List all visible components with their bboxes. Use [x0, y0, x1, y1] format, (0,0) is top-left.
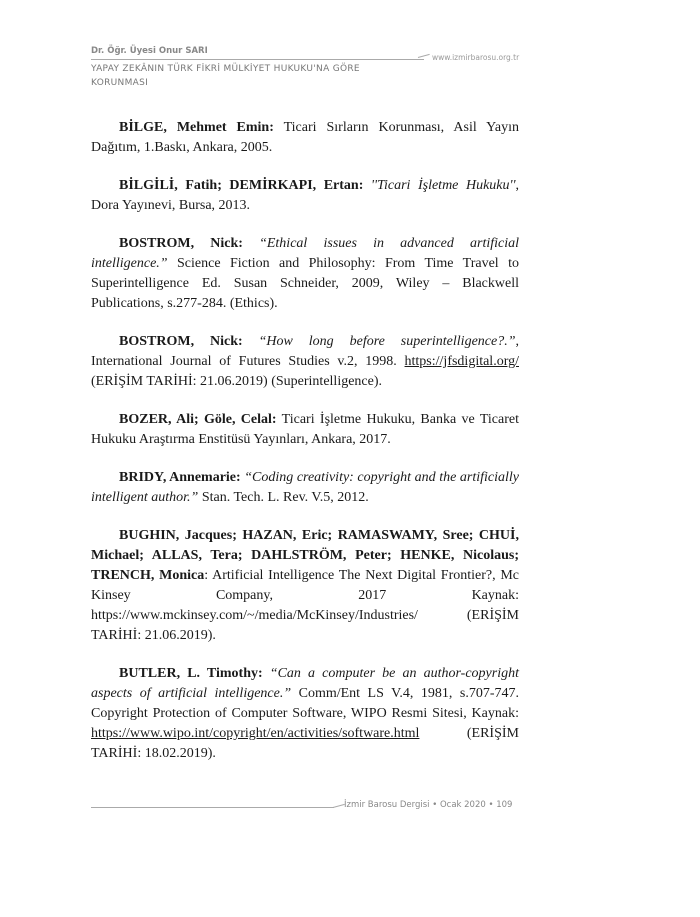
- entry-title: ''Ticari İşletme Hukuku'': [363, 178, 516, 193]
- entry-author: BOSTROM, Nick:: [119, 334, 243, 349]
- header-title: YAPAY ZEKÂNIN TÜRK FİKRİ MÜLKİYET HUKUKU'NA GÖRE KORUNMASI: [91, 64, 360, 88]
- bibliography-list: [91, 118, 519, 782]
- entry-access-date: (ERİŞİM TARİHİ: 18.02.2019).: [91, 726, 519, 761]
- entry-access-date: (ERİŞİM TARİHİ: 21.06.2019) (Superintelligence).: [91, 374, 383, 389]
- entry-title: “Can a computer be an author-copyright aspects of artificial intelligence.”: [91, 666, 519, 701]
- entry-details: Science Fiction and Philosophy: From Time Travel to Superintelligence Ed. Susan Schneider, 2009, Wiley – Blackwell Publications, s.277-284. (Ethics).: [91, 256, 519, 311]
- entry-details: , Dora Yayınevi, Bursa, 2013.: [91, 178, 519, 213]
- header-author: Dr. Öğr. Üyesi Onur SARI: [91, 46, 208, 56]
- entry-author: BOSTROM, Nick:: [119, 236, 243, 251]
- entry-author: BUGHIN, Jacques; HAZAN, Eric; RAMASWAMY, Sree; CHUİ, Michael; ALLAS, Tera; DAHLSTRÖM, Peter; HENKE, Nicolaus; TRENCH, Monica: [91, 528, 519, 583]
- bibliography-entry: [91, 234, 519, 314]
- entry-details: Stan. Tech. L. Rev. V.5, 2012.: [198, 490, 369, 505]
- entry-title: “Coding creativity: copyright and the artificially intelligent author.”: [91, 470, 519, 505]
- entry-details: Ticari Sırların Korunması, Asil Yayın Dağıtım, 1.Baskı, Ankara, 2005.: [91, 120, 519, 155]
- entry-title: “How long before superintelligence?.”: [242, 334, 516, 349]
- bibliography-entry: [91, 664, 519, 764]
- entry-details: Ticari İşletme Hukuku, Banka ve Ticaret Hukuku Araştırma Enstitüsü Yayınları, Ankara, 2017.: [91, 412, 519, 447]
- bibliography-entry: [91, 332, 519, 392]
- footer: [344, 800, 512, 810]
- entry-author: BİLGİLİ, Fatih; DEMİRKAPI, Ertan:: [119, 178, 364, 193]
- bibliography-entry: [91, 526, 519, 646]
- entry-link[interactable]: https://jfsdigital.org/: [404, 354, 519, 369]
- header-rule-slope: [418, 54, 430, 58]
- entry-author: BOZER, Ali; Göle, Celal:: [119, 412, 277, 427]
- page-number: 109: [496, 800, 513, 810]
- footer-journal: İzmir Barosu Dergisi • Ocak 2020 •: [344, 800, 494, 810]
- entry-details: Comm/Ent LS V.4, 1981, s.707-747. Copyright Protection of Computer Software, WIPO Resmi Sitesi, Kaynak:: [91, 686, 519, 721]
- bibliography-entry: [91, 468, 519, 508]
- bibliography-entry: [91, 176, 519, 216]
- entry-title: “Ethical issues in advanced artificial intelligence.”: [91, 236, 519, 271]
- entry-details: : Artificial Intelligence The Next Digital Frontier?, Mc Kinsey Company, 2017 Kaynak: https://www.mckinsey.com/~/media/McKinsey/Industries/ (ERİŞİM TARİHİ: 21.06.2019).: [91, 568, 520, 643]
- entry-author: BUTLER, L. Timothy:: [119, 666, 263, 681]
- entry-details: , International Journal of Futures Studies v.2, 1998.: [91, 334, 519, 369]
- footer-rule-slope: [333, 804, 345, 808]
- footer-rule: [91, 807, 334, 808]
- entry-author: BRIDY, Annemarie:: [119, 470, 241, 485]
- bibliography-entry: [91, 410, 519, 450]
- header-rule: [91, 59, 424, 60]
- entry-author: BİLGE, Mehmet Emin:: [119, 120, 274, 135]
- header-url: www.izmirbarosu.org.tr: [432, 53, 520, 62]
- entry-link[interactable]: https://www.wipo.int/copyright/en/activities/software.html: [91, 726, 420, 741]
- bibliography-entry: [91, 118, 519, 158]
